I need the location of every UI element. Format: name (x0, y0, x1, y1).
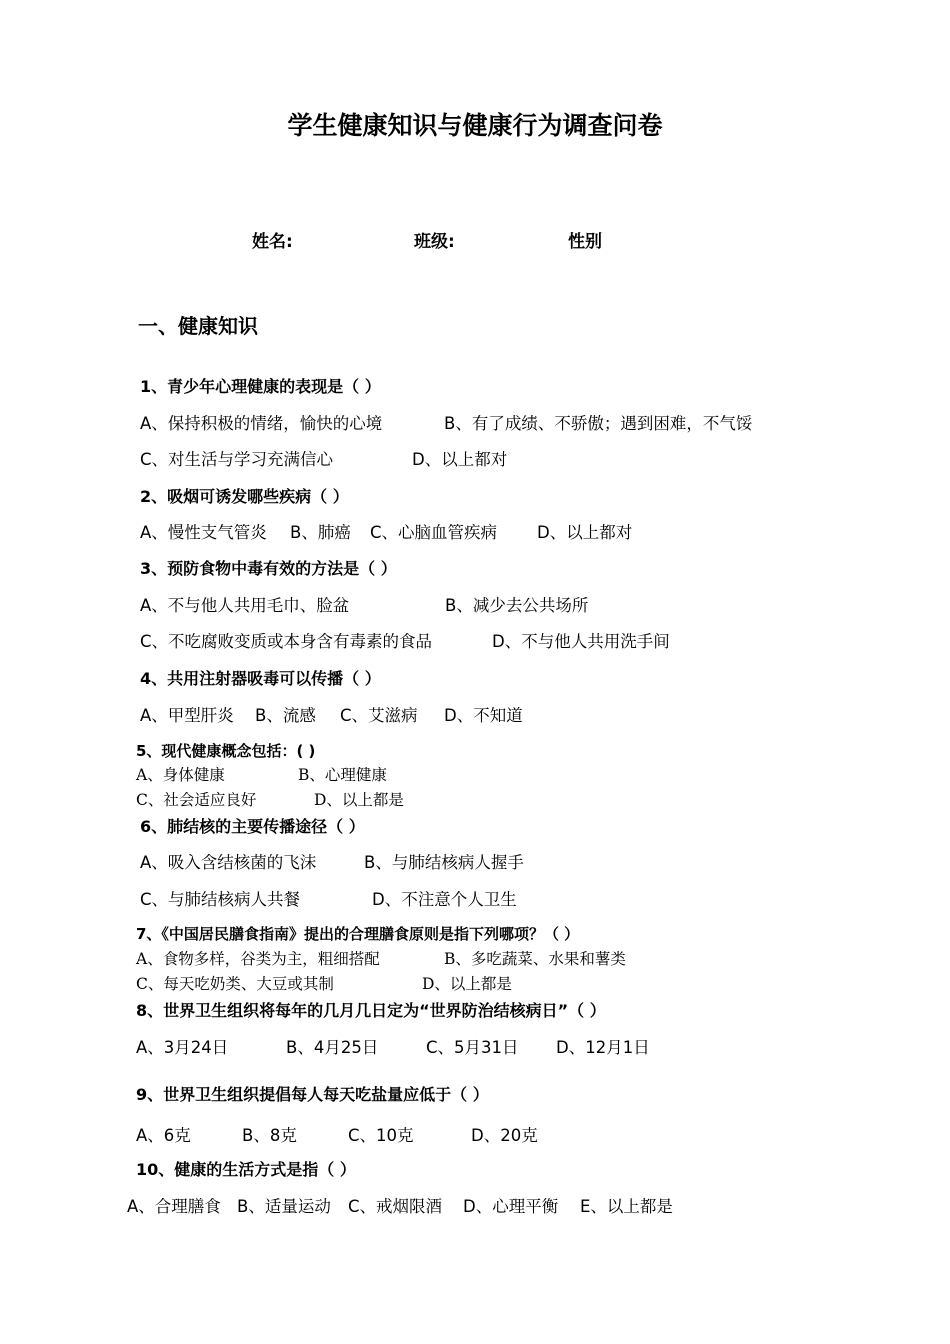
question-6: 6、肺结核的主要传播途径（ ） (140, 817, 365, 836)
q5-option-d: D、以上都是 (314, 791, 404, 809)
q1-option-b: B、有了成绩、不骄傲；遇到困难，不气馁 (444, 414, 753, 433)
q8-option-d: D、12月1日 (556, 1038, 650, 1057)
q6-option-c: C、与肺结核病人共餐 (140, 890, 301, 909)
question-2: 2、吸烟可诱发哪些疾病（ ） (140, 487, 349, 506)
class-label: 班级: (414, 232, 455, 252)
question-7: 7、《中国居民膳食指南》提出的合理膳食原则是指下列哪项？（ ） (136, 925, 580, 943)
q1-option-c: C、对生活与学习充满信心 (140, 450, 334, 469)
q5-option-c: C、社会适应良好 (136, 791, 257, 809)
q7-option-a: A、食物多样，谷类为主，粗细搭配 (136, 950, 380, 968)
question-1: 1、青少年心理健康的表现是（ ） (140, 377, 381, 396)
question-10: 10、健康的生活方式是指（ ） (136, 1160, 356, 1179)
q6-option-b: B、与肺结核病人握手 (364, 853, 524, 872)
question-8: 8、世界卫生组织将每年的几月几日定为“世界防治结核病日”（ ） (136, 1001, 606, 1020)
q7-option-d: D、以上都是 (422, 975, 512, 993)
q2-option-a: A、慢性支气管炎 (140, 523, 267, 542)
q8-option-a: A、3月24日 (136, 1038, 229, 1057)
q1-option-d: D、以上都对 (412, 450, 508, 469)
q8-option-c: C、5月31日 (426, 1038, 519, 1057)
q6-option-d: D、不注意个人卫生 (372, 890, 517, 909)
section-heading: 一、健康知识 (138, 314, 258, 338)
q10-option-e: E、以上都是 (580, 1197, 673, 1216)
q10-option-b: B、适量运动 (237, 1197, 331, 1216)
q3-option-a: A、不与他人共用毛巾、脸盆 (140, 596, 350, 615)
gender-label: 性别 (568, 232, 602, 252)
q2-option-c: C、心脑血管疾病 (370, 523, 498, 542)
q6-option-a: A、吸入含结核菌的飞沫 (140, 853, 317, 872)
q3-option-b: B、减少去公共场所 (445, 596, 589, 615)
q10-option-a: A、合理膳食 (127, 1197, 221, 1216)
name-label: 姓名: (252, 232, 293, 252)
q1-option-a: A、保持积极的情绪，愉快的心境 (140, 414, 383, 433)
q2-option-b: B、肺癌 (290, 523, 351, 542)
q4-option-c: C、艾滋病 (340, 706, 418, 725)
q8-option-b: B、4月25日 (286, 1038, 379, 1057)
q4-option-d: D、不知道 (444, 706, 523, 725)
q9-option-d: D、20克 (471, 1126, 538, 1145)
q9-option-c: C、10克 (348, 1126, 414, 1145)
q2-option-d: D、以上都对 (537, 523, 633, 542)
page-title: 学生健康知识与健康行为调查问卷 (287, 111, 663, 140)
q5-option-b: B、心理健康 (298, 766, 387, 784)
q3-option-d: D、不与他人共用洗手间 (492, 632, 670, 651)
q7-option-b: B、多吃蔬菜、水果和薯类 (444, 950, 626, 968)
q4-option-a: A、甲型肝炎 (140, 706, 234, 725)
q3-option-c: C、不吃腐败变质或本身含有毒素的食品 (140, 632, 433, 651)
question-5: 5、现代健康概念包括：( ) (136, 742, 316, 760)
question-3: 3、预防食物中毒有效的方法是（ ） (140, 559, 397, 578)
q9-option-b: B、8克 (242, 1126, 297, 1145)
question-4: 4、共用注射器吸毒可以传播（ ） (140, 669, 381, 688)
q4-option-b: B、流感 (255, 706, 316, 725)
q9-option-a: A、6克 (136, 1126, 191, 1145)
q10-option-c: C、戒烟限酒 (348, 1197, 443, 1216)
q5-option-a: A、身体健康 (136, 766, 225, 784)
question-9: 9、世界卫生组织提倡每人每天吃盐量应低于（ ） (136, 1085, 489, 1104)
q7-option-c: C、每天吃奶类、大豆或其制 (136, 975, 334, 993)
q10-option-d: D、心理平衡 (463, 1197, 559, 1216)
